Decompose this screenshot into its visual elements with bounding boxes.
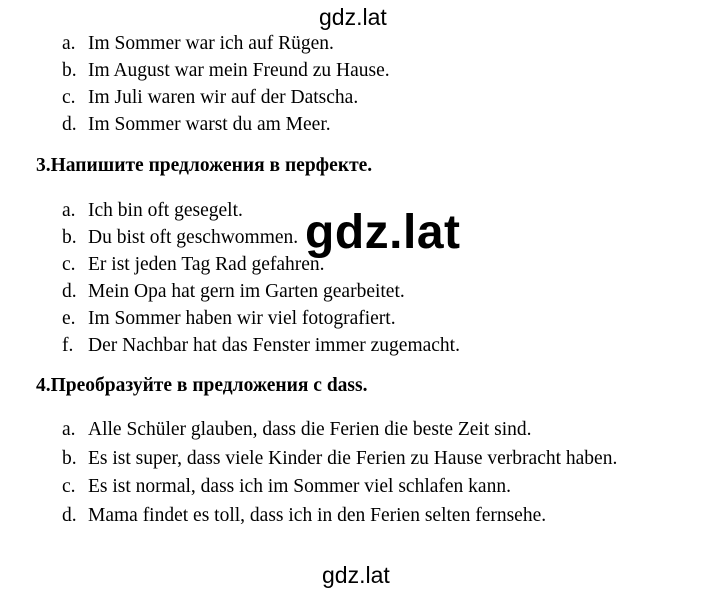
item-marker: c.: [62, 87, 76, 108]
item-marker: b.: [62, 447, 77, 469]
item-text: Mein Opa hat gern im Garten gearbeitet.: [88, 281, 405, 302]
item-text: Im Juli waren wir auf der Datscha.: [88, 87, 359, 108]
list-item: [62, 111, 390, 138]
watermark-bottom: gdz.lat: [322, 562, 390, 588]
list-item: [62, 30, 390, 57]
list-item: [62, 416, 617, 445]
item-text: Es ist normal, dass ich im Sommer viel schlafen kann.: [88, 476, 511, 497]
item-text: Alle Schüler glauben, dass die Ferien die beste Zeit sind.: [88, 419, 532, 440]
item-marker: b.: [62, 227, 77, 248]
item-text: Im Sommer haben wir viel fotografiert.: [88, 308, 396, 329]
item-text: Im Sommer war ich auf Rügen.: [88, 33, 334, 54]
item-marker: d.: [62, 114, 77, 135]
list-item: [62, 57, 390, 84]
item-marker: b.: [62, 60, 77, 81]
list-item: [62, 473, 617, 502]
item-marker: f.: [62, 335, 74, 356]
item-text: Im Sommer warst du am Meer.: [88, 114, 331, 135]
item-text: Im August war mein Freund zu Hause.: [88, 60, 390, 81]
item-marker: a.: [62, 419, 76, 440]
list-item: [62, 445, 617, 474]
list-item: [62, 332, 460, 359]
item-marker: c.: [62, 254, 76, 275]
item-marker: a.: [62, 200, 76, 221]
item-marker: e.: [62, 308, 76, 329]
item-text: Ich bin oft gesegelt.: [88, 200, 243, 221]
item-text: Der Nachbar hat das Fenster immer zugemacht.: [88, 335, 460, 356]
exercise-2-list: [62, 30, 390, 138]
exercise-4-list: [62, 416, 617, 530]
item-marker: d.: [62, 281, 77, 302]
watermark-top: gdz.lat: [319, 4, 387, 30]
item-text: Er ist jeden Tag Rad gefahren.: [88, 254, 325, 275]
item-text: Mama findet es toll, dass ich in den Ferien selten fernsehe.: [88, 504, 547, 526]
item-text: Es ist super, dass viele Kinder die Ferien zu Hause verbracht haben.: [88, 447, 618, 469]
watermark-middle: gdz.lat: [305, 206, 461, 259]
exercise-4-heading: 4.Преобразуйте в предложения с dass.: [36, 375, 368, 396]
item-marker: d.: [62, 504, 77, 526]
item-text: Du bist oft geschwommen.: [88, 227, 299, 248]
list-item: [62, 84, 390, 111]
list-item: [62, 278, 460, 305]
exercise-3-heading: 3.Напишите предложения в перфекте.: [36, 155, 373, 176]
item-marker: a.: [62, 33, 76, 54]
item-marker: c.: [62, 476, 76, 497]
list-item: [62, 305, 460, 332]
list-item: [62, 502, 617, 531]
